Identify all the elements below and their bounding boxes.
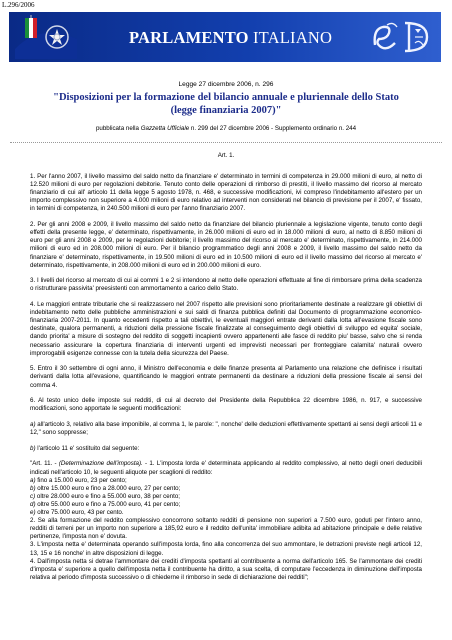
- tax-bracket: [30, 477, 422, 485]
- article-body: [30, 150, 422, 582]
- quoted-art-comma-1: - 1. L'imposta lorda e' determinata applicando al reddito complessivo, al netto degli oneri deducibili indicati nell'articolo 10, le seguenti aliquote per scaglioni di reddito:: [30, 460, 422, 476]
- document-title: "Disposizioni per la formazione del bilancio annuale e pluriennale dello Stato (legge finanziaria 2007)": [53, 92, 399, 116]
- bracket-text: fino a 15.000 euro, 23 per cento;: [35, 476, 127, 484]
- quoted-article-11: [30, 460, 422, 476]
- item-b-text: l'articolo 11 e' sostituito dal seguente:: [35, 444, 140, 452]
- bracket-letter: c): [30, 492, 36, 500]
- parliament-monogram-icon: [369, 17, 435, 57]
- brand-title-rest: ITALIANO: [252, 28, 333, 47]
- dotted-divider: [10, 142, 442, 143]
- brand-title: [129, 28, 332, 48]
- bracket-text: oltre 55.000 euro e fino a 75.000 euro, 41 per cento;: [35, 500, 181, 508]
- gazette-name: Gazzetta Ufficiale: [140, 125, 190, 132]
- paragraph-5: 5. Entro il 30 settembre di ogni anno, il Ministro dell'economia e delle finanze presenta al Parlamento una relazione che definisce i risultati derivanti dalla lotta all'evasione, quantificando le maggiori entrate permanenti da destinare a riduzioni della pressione fiscale ai sensi del comma 4.: [30, 365, 422, 389]
- bracket-text: oltre 75.000 euro, 43 per cento.: [35, 509, 124, 517]
- paragraph-2: 2. Per gli anni 2008 e 2009, il livello massimo del saldo netto da finanziare del bilancio pluriennale a legislazione vigente, tenuto conto degli effetti della presente legge, e' determinato, rispettivamente, in 26.000 milioni di euro ed in 18.000 milioni di euro, al netto di 8.850 milioni di euro per gli anni 2008 e 2009, per le regolazioni debitorie; il livello massimo del ricorso al mercato e' determinato, rispettivamente, in 214.000 milioni di euro ed in 208.000 milioni di euro. Per il bilancio programmatico degli anni 2008 e 2009, il livello massimo del saldo netto da finanziare e' determinato, rispettivamente, in 19.500 milioni di euro ed in 10.500 milioni di euro ed il livello massimo del ricorso al mercato e' determinato, rispettivamente, in 208.000 milioni di euro ed in 200.000 milioni di euro.: [30, 221, 422, 269]
- quoted-comma-3: 3. L'imposta netta e' determinata operando sull'imposta lorda, fino alla concorrenza del suo ammontare, le detrazioni previste negli articoli 12, 13, 15 e 16 nonche' in altre disposizioni di legge.: [30, 541, 422, 557]
- quoted-art-prefix: "Art. 11. -: [30, 460, 59, 468]
- quoted-comma-2: 2. Se alla formazione del reddito complessivo concorrono soltanto redditi di pensione non superiori a 7.500 euro, goduti per l'intero anno, redditi di terreni per un importo non superiore a 185,92 euro e il reddito dell'unita' immobiliare adibita ad abitazione principale e delle relative pertinenze, l'imposta non e' dovuta.: [30, 517, 422, 541]
- item-a: [30, 421, 422, 437]
- header-banner: [9, 12, 441, 62]
- bracket-letter: e): [30, 509, 36, 517]
- page-label: L.296/2006: [2, 1, 35, 9]
- publication-prefix: pubblicata nella: [95, 125, 141, 132]
- item-a-letter: a): [30, 421, 36, 428]
- tax-bracket: [30, 485, 422, 493]
- italian-republic-emblem-icon: [15, 15, 77, 59]
- quoted-art-title: (Determinazione dell'imposta).: [58, 460, 143, 468]
- publication-line: [0, 125, 452, 132]
- bracket-letter: a): [30, 476, 36, 484]
- quoted-comma-4: 4. Dall'imposta netta si detrae l'ammontare dei crediti d'imposta spettanti al contribuente a norma dell'articolo 165. Se l'ammontare dei crediti d'imposta e' superiore a quello dell'imposta netta il contribuente ha diritto, a sua scelta, di computare l'eccedenza in diminuzione dell'imposta relativa al periodo d'imposta successivo o di chiederne il rimborso in sede di dichiarazione dei redditi";: [30, 557, 422, 581]
- tax-bracket-list: [30, 477, 422, 517]
- brand-title-bold: PARLAMENTO: [129, 28, 249, 47]
- bracket-letter: b): [30, 484, 36, 492]
- item-b: [30, 445, 422, 453]
- law-identifier: Legge 27 dicembre 2006, n. 296: [178, 81, 274, 88]
- tax-bracket: [30, 509, 422, 517]
- tax-bracket: [30, 501, 422, 509]
- paragraph-6: 6. Al testo unico delle imposte sui redditi, di cui al decreto del Presidente della Repubblica 22 dicembre 1986, n. 917, e successive modificazioni, sono apportate le seguenti modificazioni:: [30, 397, 422, 413]
- tax-bracket: [30, 493, 422, 501]
- bracket-text: oltre 28.000 euro e fino a 55.000 euro, 38 per cento;: [35, 492, 180, 500]
- publication-suffix: n. 299 del 27 dicembre 2006 - Supplemento ordinario n. 244: [189, 125, 357, 132]
- item-a-text: all'articolo 3, relativo alla base imponibile, al comma 1, le parole: ", nonche' delle deduzioni effettivamente spettanti ai sensi degli articoli 11 e 12," sono soppresse;: [30, 421, 422, 437]
- article-heading: Art. 1.: [217, 152, 235, 159]
- item-b-letter: b): [30, 444, 36, 452]
- paragraph-3: 3. I livelli del ricorso al mercato di cui ai commi 1 e 2 si intendono al netto delle operazioni effettuate al fine di rimborsare prima della scadenza o ristrutturare passivita' preesistenti con ammortamento a carico dello Stato.: [30, 277, 422, 293]
- paragraph-4: 4. Le maggiori entrate tributarie che si realizzassero nel 2007 rispetto alle previsioni sono prioritariamente destinate a realizzare gli obiettivi di indebitamento netto delle pubbliche amministrazioni e sui saldi di finanza pubblica definiti dal Documento di programmazione economico-finanziaria 2007-2011. In quanto eccedenti rispetto a tali obiettivi, le eventuali maggiori entrate derivanti dalla lotta all'evasione fiscale sono destinate, qualora permanenti, a riduzioni della pressione fiscale finalizzate al conseguimento degli obiettivi di sviluppo ed equita' sociale, dando priorita' a misure di sostegno del reddito di soggetti incapienti ovvero appartenenti alle fasce di reddito piu' basse, salvo che si renda necessario assicurare la copertura finanziaria di interventi urgenti ed imprevisti necessari per fronteggiare calamita' naturali ovvero improrogabili esigenze connesse con la tutela della sicurezza del Paese.: [30, 301, 422, 357]
- bracket-text: oltre 15.000 euro e fino a 28.000 euro, 27 per cento;: [35, 484, 181, 492]
- paragraph-1: 1. Per l'anno 2007, il livello massimo del saldo netto da finanziare e' determinato in termini di competenza in 29.000 milioni di euro, al netto di 12.520 milioni di euro per regolazioni debitorie. Tenuto conto delle operazioni di rimborso di prestiti, il livello massimo del ricorso al mercato finanziario di cui all' articolo 11 della legge 5 agosto 1978, n. 468, e successive modificazioni, ivi compreso l'indebitamento all'estero per un importo complessivo non superiore a 4.000 milioni di euro relativo ad interventi non considerati nel bilancio di previsione per il 2007, e' fissato, in termini di competenza, in 240.500 milioni di euro per l'anno finanziario 2007.: [30, 173, 422, 213]
- bracket-letter: d): [30, 500, 36, 508]
